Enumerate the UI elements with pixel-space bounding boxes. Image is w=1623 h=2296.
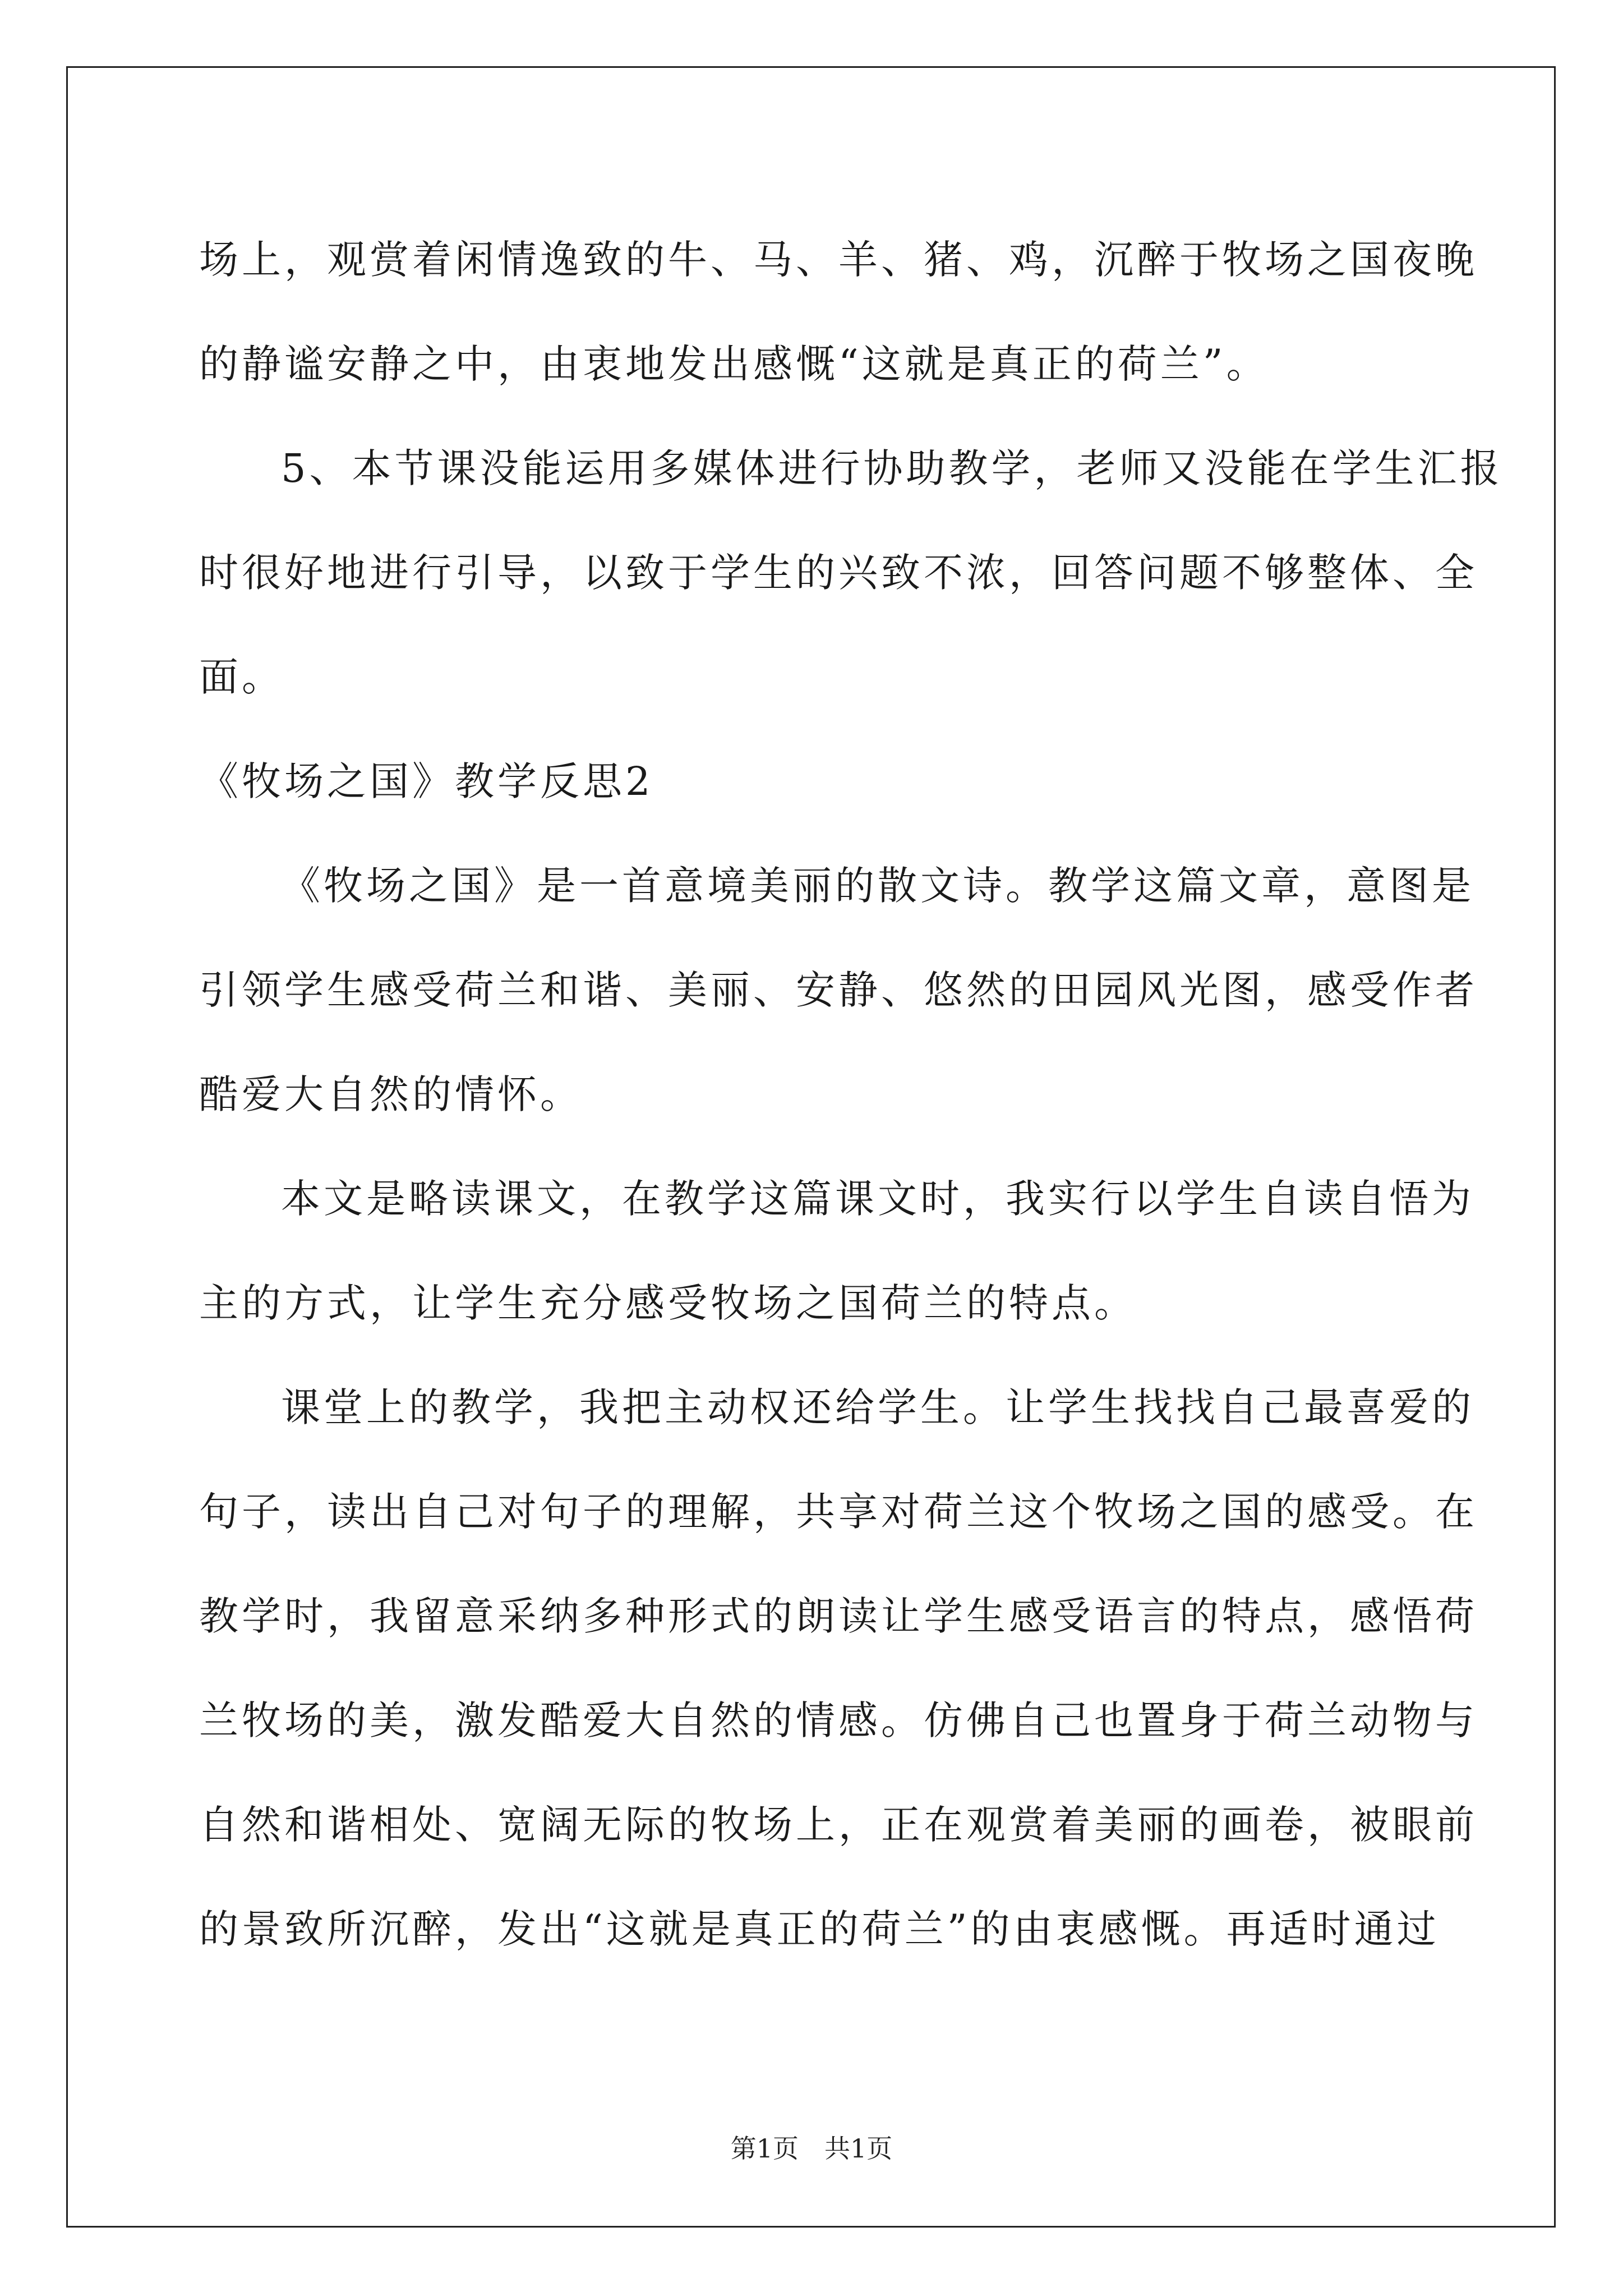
text-line: 句子，读出自己对句子的理解，共享对荷兰这个牧场之国的感受。在 (199, 1489, 1478, 1535)
page-total: 共1页 (824, 2133, 893, 2164)
text-line: 兰牧场的美，激发酷爱大自然的情感。仿佛自己也置身于荷兰动物与 (199, 1697, 1478, 1743)
text-line: 的景致所沉醉，发出“这就是真正的荷兰”的由衷感慨。再适时通过 (199, 1906, 1440, 1952)
section-heading: 《牧场之国》教学反思2 (199, 758, 654, 804)
text-line: 主的方式，让学生充分感受牧场之国荷兰的特点。 (199, 1280, 1137, 1326)
text-line: 自然和谐相处、宽阔无际的牧场上，正在观赏着美丽的画卷，被眼前 (199, 1802, 1478, 1848)
text-line: 面。 (199, 654, 284, 700)
page-footer (0, 2132, 1623, 2165)
text-line: 引领学生感受荷兰和谐、美丽、安静、悠然的田园风光图，感受作者 (199, 967, 1478, 1013)
page-number: 第1页 (730, 2133, 799, 2164)
document-body (199, 208, 1503, 1981)
text-line: 教学时，我留意采纳多种形式的朗读让学生感受语言的特点，感悟荷 (199, 1593, 1478, 1639)
text-line: 的静谧安静之中，由衷地发出感慨“这就是真正的荷兰”。 (199, 341, 1269, 387)
text-line: 酷爱大自然的情怀。 (199, 1071, 583, 1117)
text-line: 场上，观赏着闲情逸致的牛、马、羊、猪、鸡，沉醉于牧场之国夜晚 (199, 237, 1478, 283)
paragraph-start: 课堂上的教学，我把主动权还给学生。让学生找找自己最喜爱的 (281, 1384, 1474, 1430)
paragraph-start: 5、本节课没能运用多媒体进行协助教学，老师又没能在学生汇报 (281, 445, 1503, 491)
text-line: 时很好地进行引导，以致于学生的兴致不浓，回答问题不够整体、全 (199, 550, 1478, 596)
paragraph-start: 本文是略读课文，在教学这篇课文时，我实行以学生自读自悟为 (281, 1176, 1474, 1222)
paragraph-start: 《牧场之国》是一首意境美丽的散文诗。教学这篇文章，意图是 (281, 863, 1474, 909)
